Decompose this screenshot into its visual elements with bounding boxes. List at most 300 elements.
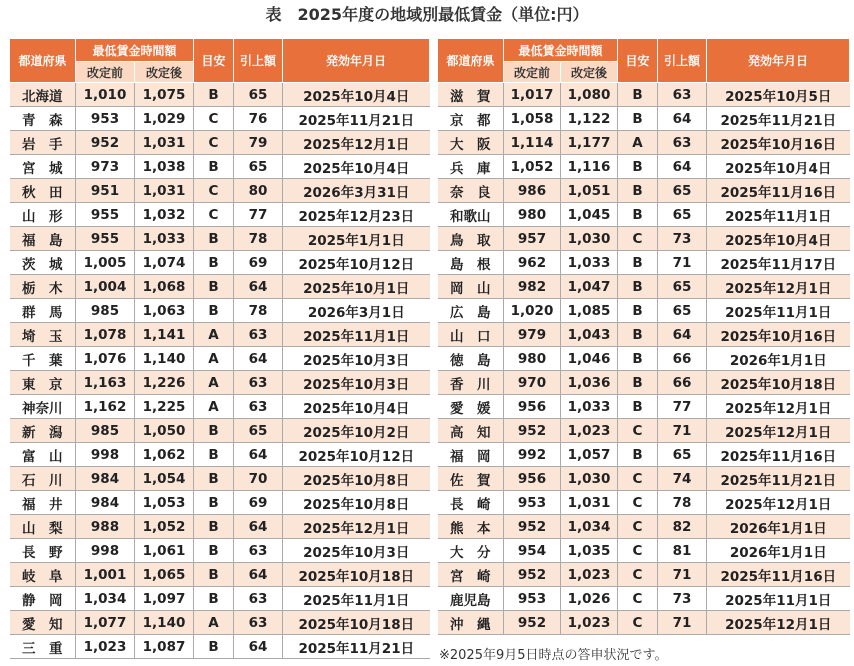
wage-before-cell: 956	[504, 395, 561, 419]
wage-before-cell: 951	[76, 179, 135, 203]
wage-before-cell: 982	[504, 275, 561, 299]
increase-cell: 63	[658, 131, 707, 155]
effective-date-cell: 2025年12月23日	[283, 203, 430, 227]
wage-before-cell: 970	[504, 371, 561, 395]
effective-date-cell: 2025年10月4日	[707, 155, 850, 179]
effective-date-cell: 2025年10月5日	[707, 83, 850, 107]
prefecture-cell: 高 知	[438, 419, 504, 443]
grade-cell: B	[618, 251, 658, 275]
effective-date-cell: 2025年10月12日	[283, 251, 430, 275]
increase-cell: 73	[658, 587, 707, 611]
prefecture-cell: 和歌山	[438, 203, 504, 227]
table-row	[438, 179, 850, 203]
table-row	[438, 419, 850, 443]
increase-cell: 63	[234, 323, 283, 347]
effective-date-cell: 2026年3月1日	[283, 299, 430, 323]
wage-after-cell: 1,030	[561, 467, 618, 491]
increase-cell: 80	[234, 179, 283, 203]
table-row	[10, 635, 430, 659]
wage-after-cell: 1,043	[561, 323, 618, 347]
table-row	[438, 563, 850, 587]
table-row	[10, 371, 430, 395]
header-increase: 引上額	[658, 39, 707, 83]
effective-date-cell: 2025年1月1日	[283, 227, 430, 251]
header-effective: 発効年月日	[707, 39, 850, 83]
increase-cell: 63	[234, 539, 283, 563]
grade-cell: C	[618, 491, 658, 515]
grade-cell: C	[618, 563, 658, 587]
wage-after-cell: 1,226	[135, 371, 194, 395]
table-row	[10, 107, 430, 131]
prefecture-cell: 長 崎	[438, 491, 504, 515]
prefecture-cell: 静 岡	[10, 587, 76, 611]
wage-before-cell: 955	[76, 203, 135, 227]
increase-cell: 64	[234, 635, 283, 659]
increase-cell: 65	[234, 419, 283, 443]
wage-after-cell: 1,031	[561, 491, 618, 515]
effective-date-cell: 2025年11月1日	[707, 299, 850, 323]
grade-cell: B	[618, 83, 658, 107]
effective-date-cell: 2025年12月1日	[707, 491, 850, 515]
wage-before-cell: 952	[504, 563, 561, 587]
increase-cell: 69	[234, 251, 283, 275]
wage-before-cell: 1,023	[76, 635, 135, 659]
wage-before-cell: 1,162	[76, 395, 135, 419]
wage-before-cell: 954	[504, 539, 561, 563]
grade-cell: B	[194, 467, 234, 491]
wage-before-cell: 984	[76, 467, 135, 491]
wage-after-cell: 1,068	[135, 275, 194, 299]
wage-after-cell: 1,023	[561, 563, 618, 587]
effective-date-cell: 2025年11月1日	[707, 587, 850, 611]
increase-cell: 65	[658, 443, 707, 467]
increase-cell: 78	[234, 299, 283, 323]
effective-date-cell: 2025年10月3日	[283, 371, 430, 395]
wage-after-cell: 1,085	[561, 299, 618, 323]
wage-after-cell: 1,046	[561, 347, 618, 371]
table-row	[438, 275, 850, 299]
table-row	[438, 587, 850, 611]
increase-cell: 65	[658, 179, 707, 203]
header-after: 改定後	[561, 62, 618, 83]
table-row	[10, 299, 430, 323]
prefecture-cell: 宮 城	[10, 155, 76, 179]
effective-date-cell: 2025年11月21日	[707, 107, 850, 131]
effective-date-cell: 2025年10月8日	[283, 491, 430, 515]
prefecture-cell: 佐 賀	[438, 467, 504, 491]
table-row	[438, 467, 850, 491]
wage-after-cell: 1,122	[561, 107, 618, 131]
increase-cell: 64	[234, 275, 283, 299]
wage-before-cell: 1,078	[76, 323, 135, 347]
grade-cell: C	[618, 611, 658, 635]
wage-after-cell: 1,080	[561, 83, 618, 107]
grade-cell: B	[194, 419, 234, 443]
wage-after-cell: 1,075	[135, 83, 194, 107]
wage-after-cell: 1,047	[561, 275, 618, 299]
wage-before-cell: 1,077	[76, 611, 135, 635]
wage-after-cell: 1,087	[135, 635, 194, 659]
header-before: 改定前	[504, 62, 561, 83]
increase-cell: 64	[234, 347, 283, 371]
prefecture-cell: 宮 崎	[438, 563, 504, 587]
wage-after-cell: 1,054	[135, 467, 194, 491]
table-row	[438, 323, 850, 347]
prefecture-cell: 福 岡	[438, 443, 504, 467]
wage-after-cell: 1,031	[135, 131, 194, 155]
wage-before-cell: 985	[76, 419, 135, 443]
grade-cell: B	[194, 251, 234, 275]
grade-cell: C	[618, 587, 658, 611]
wage-before-cell: 1,020	[504, 299, 561, 323]
wage-after-cell: 1,023	[561, 419, 618, 443]
table-row	[10, 227, 430, 251]
increase-cell: 71	[658, 563, 707, 587]
effective-date-cell: 2025年10月12日	[283, 443, 430, 467]
wage-after-cell: 1,074	[135, 251, 194, 275]
footnote: ※2025年9月5日時点の答申状況です。	[439, 648, 668, 663]
prefecture-cell: 岡 山	[438, 275, 504, 299]
effective-date-cell: 2025年10月18日	[283, 611, 430, 635]
wage-before-cell: 986	[504, 179, 561, 203]
grade-cell: B	[618, 179, 658, 203]
increase-cell: 77	[234, 203, 283, 227]
table-row	[10, 491, 430, 515]
grade-cell: B	[618, 395, 658, 419]
wage-after-cell: 1,032	[135, 203, 194, 227]
effective-date-cell: 2025年10月1日	[283, 275, 430, 299]
grade-cell: B	[618, 299, 658, 323]
header-increase: 引上額	[234, 39, 283, 83]
prefecture-cell: 山 口	[438, 323, 504, 347]
increase-cell: 64	[234, 443, 283, 467]
grade-cell: B	[618, 155, 658, 179]
header-wage: 最低賃金時間額	[76, 39, 194, 62]
increase-cell: 65	[234, 83, 283, 107]
wage-before-cell: 980	[504, 203, 561, 227]
effective-date-cell: 2025年11月17日	[707, 251, 850, 275]
wage-after-cell: 1,034	[561, 515, 618, 539]
effective-date-cell: 2025年12月1日	[707, 419, 850, 443]
header-grade: 目安	[194, 39, 234, 83]
prefecture-cell: 鳥 取	[438, 227, 504, 251]
effective-date-cell: 2025年10月4日	[283, 83, 430, 107]
effective-date-cell: 2025年10月8日	[283, 467, 430, 491]
wage-after-cell: 1,116	[561, 155, 618, 179]
wage-after-cell: 1,030	[561, 227, 618, 251]
prefecture-cell: 茨 城	[10, 251, 76, 275]
table-row	[438, 107, 850, 131]
effective-date-cell: 2025年10月16日	[707, 323, 850, 347]
wage-before-cell: 998	[76, 443, 135, 467]
increase-cell: 78	[234, 227, 283, 251]
grade-cell: B	[194, 515, 234, 539]
effective-date-cell: 2025年10月4日	[283, 155, 430, 179]
table-row	[438, 83, 850, 107]
prefecture-cell: 長 野	[10, 539, 76, 563]
wage-before-cell: 952	[504, 419, 561, 443]
table-row	[438, 539, 850, 563]
grade-cell: A	[618, 131, 658, 155]
wage-after-cell: 1,141	[135, 323, 194, 347]
prefecture-cell: 大 阪	[438, 131, 504, 155]
grade-cell: B	[194, 275, 234, 299]
increase-cell: 64	[234, 563, 283, 587]
wage-after-cell: 1,177	[561, 131, 618, 155]
table-row	[10, 203, 430, 227]
effective-date-cell: 2025年10月18日	[283, 563, 430, 587]
wage-after-cell: 1,057	[561, 443, 618, 467]
effective-date-cell: 2025年10月4日	[707, 227, 850, 251]
wage-before-cell: 962	[504, 251, 561, 275]
prefecture-cell: 福 井	[10, 491, 76, 515]
table-row	[438, 155, 850, 179]
prefecture-cell: 栃 木	[10, 275, 76, 299]
grade-cell: A	[194, 347, 234, 371]
grade-cell: B	[618, 107, 658, 131]
wage-before-cell: 1,076	[76, 347, 135, 371]
prefecture-cell: 奈 良	[438, 179, 504, 203]
effective-date-cell: 2026年3月31日	[283, 179, 430, 203]
wage-before-cell: 1,058	[504, 107, 561, 131]
wage-before-cell: 1,052	[504, 155, 561, 179]
wage-after-cell: 1,140	[135, 347, 194, 371]
wage-after-cell: 1,029	[135, 107, 194, 131]
wage-before-cell: 985	[76, 299, 135, 323]
table-row	[438, 515, 850, 539]
wage-after-cell: 1,050	[135, 419, 194, 443]
increase-cell: 71	[658, 251, 707, 275]
table-row	[10, 515, 430, 539]
grade-cell: B	[618, 323, 658, 347]
header-wage: 最低賃金時間額	[504, 39, 618, 62]
table-row	[10, 419, 430, 443]
wage-before-cell: 1,114	[504, 131, 561, 155]
wage-before-cell: 952	[76, 131, 135, 155]
wage-before-cell: 998	[76, 539, 135, 563]
table-row	[438, 131, 850, 155]
effective-date-cell: 2025年10月16日	[707, 131, 850, 155]
wage-after-cell: 1,033	[561, 251, 618, 275]
wage-after-cell: 1,045	[561, 203, 618, 227]
table-row	[438, 491, 850, 515]
wage-table-left	[9, 38, 430, 659]
increase-cell: 63	[234, 371, 283, 395]
increase-cell: 71	[658, 611, 707, 635]
effective-date-cell: 2025年11月1日	[283, 587, 430, 611]
grade-cell: B	[618, 371, 658, 395]
grade-cell: B	[194, 443, 234, 467]
increase-cell: 74	[658, 467, 707, 491]
grade-cell: B	[194, 227, 234, 251]
effective-date-cell: 2025年12月1日	[707, 275, 850, 299]
header-grade: 目安	[618, 39, 658, 83]
increase-cell: 63	[658, 83, 707, 107]
effective-date-cell: 2026年1月1日	[707, 347, 850, 371]
effective-date-cell: 2025年11月16日	[707, 443, 850, 467]
prefecture-cell: 愛 媛	[438, 395, 504, 419]
increase-cell: 82	[658, 515, 707, 539]
prefecture-cell: 滋 賀	[438, 83, 504, 107]
prefecture-cell: 岩 手	[10, 131, 76, 155]
table-row	[10, 539, 430, 563]
wage-after-cell: 1,061	[135, 539, 194, 563]
table-row	[10, 323, 430, 347]
table-row	[10, 155, 430, 179]
prefecture-cell: 福 島	[10, 227, 76, 251]
increase-cell: 66	[658, 347, 707, 371]
table-row	[438, 395, 850, 419]
effective-date-cell: 2025年11月16日	[707, 563, 850, 587]
table-row	[438, 251, 850, 275]
increase-cell: 65	[234, 155, 283, 179]
wage-after-cell: 1,063	[135, 299, 194, 323]
prefecture-cell: 石 川	[10, 467, 76, 491]
table-row	[438, 443, 850, 467]
grade-cell: A	[194, 371, 234, 395]
wage-before-cell: 1,010	[76, 83, 135, 107]
increase-cell: 76	[234, 107, 283, 131]
wage-after-cell: 1,023	[561, 611, 618, 635]
increase-cell: 63	[234, 395, 283, 419]
increase-cell: 65	[658, 299, 707, 323]
grade-cell: C	[618, 227, 658, 251]
grade-cell: B	[194, 587, 234, 611]
table-row	[10, 587, 430, 611]
prefecture-cell: 東 京	[10, 371, 76, 395]
prefecture-cell: 愛 知	[10, 611, 76, 635]
wage-table-right	[437, 38, 850, 635]
wage-before-cell: 1,005	[76, 251, 135, 275]
grade-cell: B	[194, 83, 234, 107]
wage-before-cell: 953	[504, 587, 561, 611]
effective-date-cell: 2025年11月21日	[283, 107, 430, 131]
header-before: 改定前	[76, 62, 135, 83]
grade-cell: B	[618, 347, 658, 371]
increase-cell: 64	[658, 155, 707, 179]
increase-cell: 66	[658, 371, 707, 395]
increase-cell: 64	[658, 323, 707, 347]
increase-cell: 70	[234, 467, 283, 491]
table-row	[10, 275, 430, 299]
wage-before-cell: 957	[504, 227, 561, 251]
table-row	[10, 179, 430, 203]
prefecture-cell: 山 梨	[10, 515, 76, 539]
increase-cell: 63	[234, 611, 283, 635]
wage-after-cell: 1,052	[135, 515, 194, 539]
wage-before-cell: 1,017	[504, 83, 561, 107]
wage-after-cell: 1,097	[135, 587, 194, 611]
effective-date-cell: 2025年10月4日	[283, 395, 430, 419]
grade-cell: C	[618, 419, 658, 443]
grade-cell: B	[194, 155, 234, 179]
wage-before-cell: 1,163	[76, 371, 135, 395]
effective-date-cell: 2025年12月1日	[283, 131, 430, 155]
wage-before-cell: 980	[504, 347, 561, 371]
increase-cell: 64	[658, 107, 707, 131]
grade-cell: C	[618, 467, 658, 491]
grade-cell: A	[194, 395, 234, 419]
grade-cell: B	[194, 563, 234, 587]
wage-before-cell: 979	[504, 323, 561, 347]
wage-before-cell: 953	[504, 491, 561, 515]
prefecture-cell: 大 分	[438, 539, 504, 563]
prefecture-cell: 香 川	[438, 371, 504, 395]
prefecture-cell: 富 山	[10, 443, 76, 467]
prefecture-cell: 岐 阜	[10, 563, 76, 587]
table-row	[10, 443, 430, 467]
grade-cell: B	[618, 203, 658, 227]
grade-cell: C	[194, 203, 234, 227]
grade-cell: C	[618, 515, 658, 539]
table-row	[10, 347, 430, 371]
grade-cell: B	[194, 299, 234, 323]
effective-date-cell: 2026年1月1日	[707, 539, 850, 563]
table-row	[438, 299, 850, 323]
wage-after-cell: 1,140	[135, 611, 194, 635]
header-effective: 発効年月日	[283, 39, 430, 83]
table-row	[438, 371, 850, 395]
effective-date-cell: 2025年11月1日	[283, 323, 430, 347]
prefecture-cell: 山 形	[10, 203, 76, 227]
grade-cell: B	[194, 539, 234, 563]
increase-cell: 81	[658, 539, 707, 563]
increase-cell: 79	[234, 131, 283, 155]
increase-cell: 65	[658, 203, 707, 227]
table-row	[438, 227, 850, 251]
prefecture-cell: 千 葉	[10, 347, 76, 371]
grade-cell: B	[194, 635, 234, 659]
wage-before-cell: 988	[76, 515, 135, 539]
table-body-right	[438, 83, 850, 635]
wage-after-cell: 1,062	[135, 443, 194, 467]
prefecture-cell: 徳 島	[438, 347, 504, 371]
header-pref: 都道府県	[10, 39, 76, 83]
table-row	[10, 467, 430, 491]
wage-after-cell: 1,033	[135, 227, 194, 251]
wage-before-cell: 1,004	[76, 275, 135, 299]
effective-date-cell: 2025年10月18日	[707, 371, 850, 395]
grade-cell: B	[618, 275, 658, 299]
effective-date-cell: 2025年12月1日	[283, 515, 430, 539]
effective-date-cell: 2026年1月1日	[707, 515, 850, 539]
prefecture-cell: 熊 本	[438, 515, 504, 539]
table-title: 表 2025年度の地域別最低賃金（単位:円）	[265, 5, 589, 24]
prefecture-cell: 京 都	[438, 107, 504, 131]
grade-cell: B	[618, 443, 658, 467]
grade-cell: B	[194, 491, 234, 515]
prefecture-cell: 秋 田	[10, 179, 76, 203]
header-pref: 都道府県	[438, 39, 504, 83]
wage-after-cell: 1,035	[561, 539, 618, 563]
table-row	[10, 563, 430, 587]
prefecture-cell: 青 森	[10, 107, 76, 131]
effective-date-cell: 2025年12月1日	[707, 611, 850, 635]
prefecture-cell: 北海道	[10, 83, 76, 107]
wage-before-cell: 955	[76, 227, 135, 251]
wage-before-cell: 952	[504, 515, 561, 539]
increase-cell: 65	[658, 275, 707, 299]
prefecture-cell: 沖 縄	[438, 611, 504, 635]
grade-cell: C	[618, 539, 658, 563]
wage-after-cell: 1,026	[561, 587, 618, 611]
wage-before-cell: 1,034	[76, 587, 135, 611]
wage-after-cell: 1,053	[135, 491, 194, 515]
increase-cell: 64	[234, 515, 283, 539]
grade-cell: A	[194, 611, 234, 635]
wage-after-cell: 1,051	[561, 179, 618, 203]
increase-cell: 63	[234, 587, 283, 611]
